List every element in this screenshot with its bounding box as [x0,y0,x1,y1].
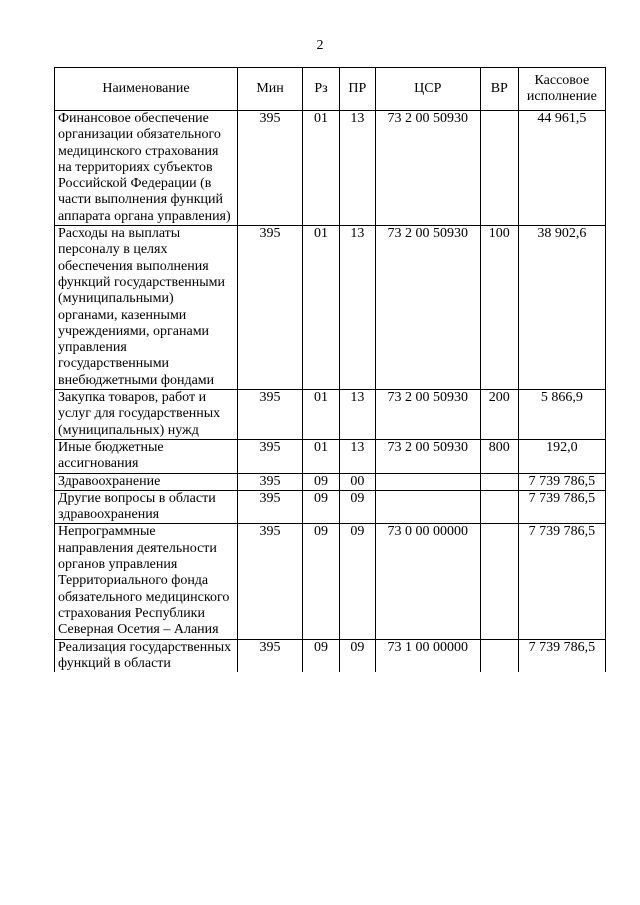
row-vr: 200 [480,390,518,440]
row-name: Реализация государственных функций в области [55,639,238,672]
row-pr: 13 [339,111,375,226]
table-header-row [55,68,606,111]
row-rz: 01 [303,226,340,390]
header-csr: ЦСР [375,68,480,111]
row-min: 395 [237,639,302,672]
row-vr [480,473,518,490]
row-csr: 73 0 00 00000 [375,524,480,639]
table-row [55,490,606,524]
row-csr: 73 2 00 50930 [375,390,480,440]
row-name: Иные бюджетные ассигнования [55,439,238,473]
row-vr: 800 [480,439,518,473]
row-sum: 5 866,9 [518,390,605,440]
row-name: Здравоохранение [55,473,238,490]
table-row [55,226,606,390]
row-sum: 44 961,5 [518,111,605,226]
header-rz: Рз [303,68,340,111]
row-name: Финансовое обеспечение организации обязательного медицинского страхования на территориях субъектов Российской Федерации (в части выполнения функций аппарата органа управления) [55,111,238,226]
row-name: Закупка товаров, работ и услуг для государственных (муниципальных) нужд [55,390,238,440]
table-row [55,639,606,672]
row-min: 395 [237,439,302,473]
row-csr: 73 2 00 50930 [375,439,480,473]
row-pr: 09 [339,524,375,639]
table-row [55,473,606,490]
row-pr: 13 [339,439,375,473]
row-vr [480,639,518,672]
row-rz: 01 [303,390,340,440]
row-sum: 7 739 786,5 [518,639,605,672]
row-rz: 09 [303,639,340,672]
row-rz: 01 [303,439,340,473]
row-min: 395 [237,111,302,226]
row-pr: 09 [339,490,375,524]
row-csr: 73 2 00 50930 [375,226,480,390]
table-row [55,111,606,226]
row-vr: 100 [480,226,518,390]
row-min: 395 [237,524,302,639]
row-csr: 73 1 00 00000 [375,639,480,672]
header-min: Мин [237,68,302,111]
row-sum: 7 739 786,5 [518,473,605,490]
page-number: 2 [316,38,324,53]
row-name: Другие вопросы в области здравоохранения [55,490,238,524]
row-rz: 01 [303,111,340,226]
row-min: 395 [237,490,302,524]
row-rz: 09 [303,524,340,639]
row-vr [480,490,518,524]
row-min: 395 [237,473,302,490]
row-csr [375,473,480,490]
row-vr [480,524,518,639]
row-min: 395 [237,226,302,390]
row-vr [480,111,518,226]
row-pr: 13 [339,390,375,440]
row-sum: 192,0 [518,439,605,473]
header-pr: ПР [339,68,375,111]
row-sum: 7 739 786,5 [518,490,605,524]
row-csr [375,490,480,524]
row-min: 395 [237,390,302,440]
header-sum: Кассовое исполнение [518,68,605,111]
row-sum: 38 902,6 [518,226,605,390]
table-row [55,524,606,639]
row-sum: 7 739 786,5 [518,524,605,639]
header-vr: ВР [480,68,518,111]
budget-execution-table [54,67,606,672]
row-pr: 09 [339,639,375,672]
row-pr: 13 [339,226,375,390]
row-pr: 00 [339,473,375,490]
row-name: Расходы на выплаты персоналу в целях обеспечения выполнения функций государственными (муниципальными) органами, казенными учреждениями, органами управления государственными внебюджетными фондами [55,226,238,390]
header-name: Наименование [55,68,238,111]
table-row [55,439,606,473]
row-rz: 09 [303,473,340,490]
row-name: Непрограммные направления деятельности органов управления Территориального фонда обязательного медицинского страхования Республики Северная Осетия – Алания [55,524,238,639]
table-row [55,390,606,440]
row-csr: 73 2 00 50930 [375,111,480,226]
row-rz: 09 [303,490,340,524]
